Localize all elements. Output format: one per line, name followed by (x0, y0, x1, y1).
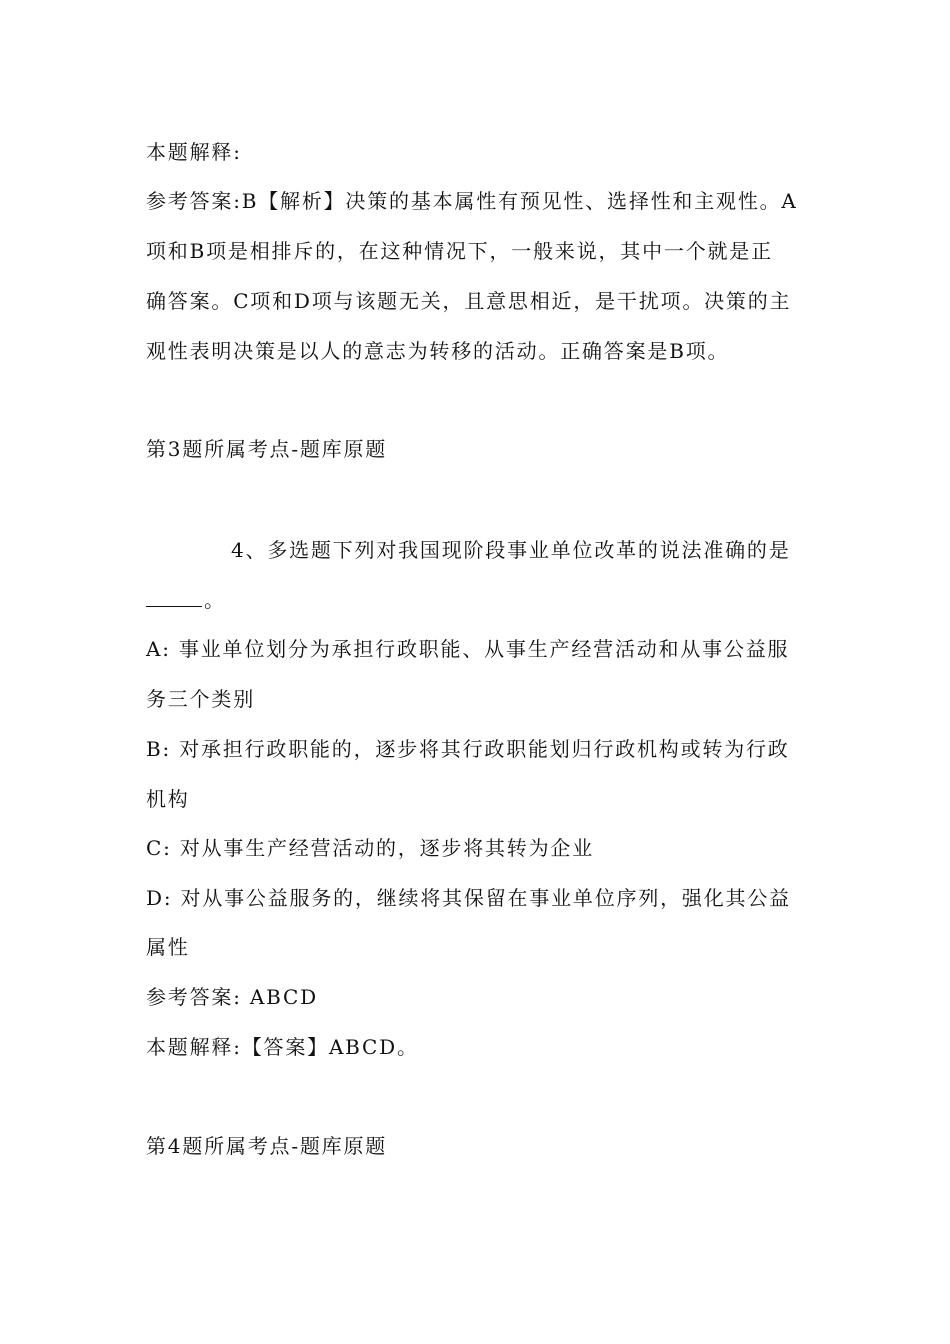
q3-topic: 第3题所属考点-题库原题 (146, 437, 388, 461)
q2-answer-line: 参考答案:B【解析】决策的基本属性有预见性、选择性和主观性。A (146, 189, 798, 213)
answer-blank (146, 590, 202, 607)
q4-option-a-line: 务三个类别 (146, 687, 255, 711)
q2-answer-line: 确答案。C项和D项与该题无关，且意思相近，是干扰项。决策的主 (146, 289, 792, 313)
q2-answer-line: 项和B项是相排斥的，在这种情况下，一般来说，其中一个就是正 (146, 239, 773, 263)
q2-answer-line: 观性表明决策是以人的意志为转移的活动。正确答案是B项。 (146, 339, 730, 363)
q4-stem-suffix: 。 (204, 588, 226, 612)
q4-stem-line2 (146, 588, 808, 612)
q4-option-d-line: D: 对从事公益服务的，继续将其保留在事业单位序列，强化其公益 (146, 886, 791, 910)
q4-answer: 参考答案: ABCD (146, 985, 318, 1009)
q4-option-b-line: B: 对承担行政职能的，逐步将其行政职能划归行政机构或转为行政 (146, 737, 790, 761)
q4-topic: 第4题所属考点-题库原题 (146, 1134, 388, 1158)
q4-option-b-line: 机构 (146, 787, 190, 811)
q4-stem-line1: 4、多选题下列对我国现阶段事业单位改革的说法准确的是 (231, 538, 791, 562)
q4-explanation: 本题解释:【答案】ABCD。 (146, 1035, 419, 1059)
q4-option-d-line: 属性 (146, 935, 190, 959)
q2-explanation-label: 本题解释: (146, 140, 242, 164)
q4-option-c-line: C: 对从事生产经营活动的，逐步将其转为企业 (146, 836, 594, 860)
q4-option-a-line: A: 事业单位划分为承担行政职能、从事生产经营活动和从事公益服 (146, 637, 790, 661)
